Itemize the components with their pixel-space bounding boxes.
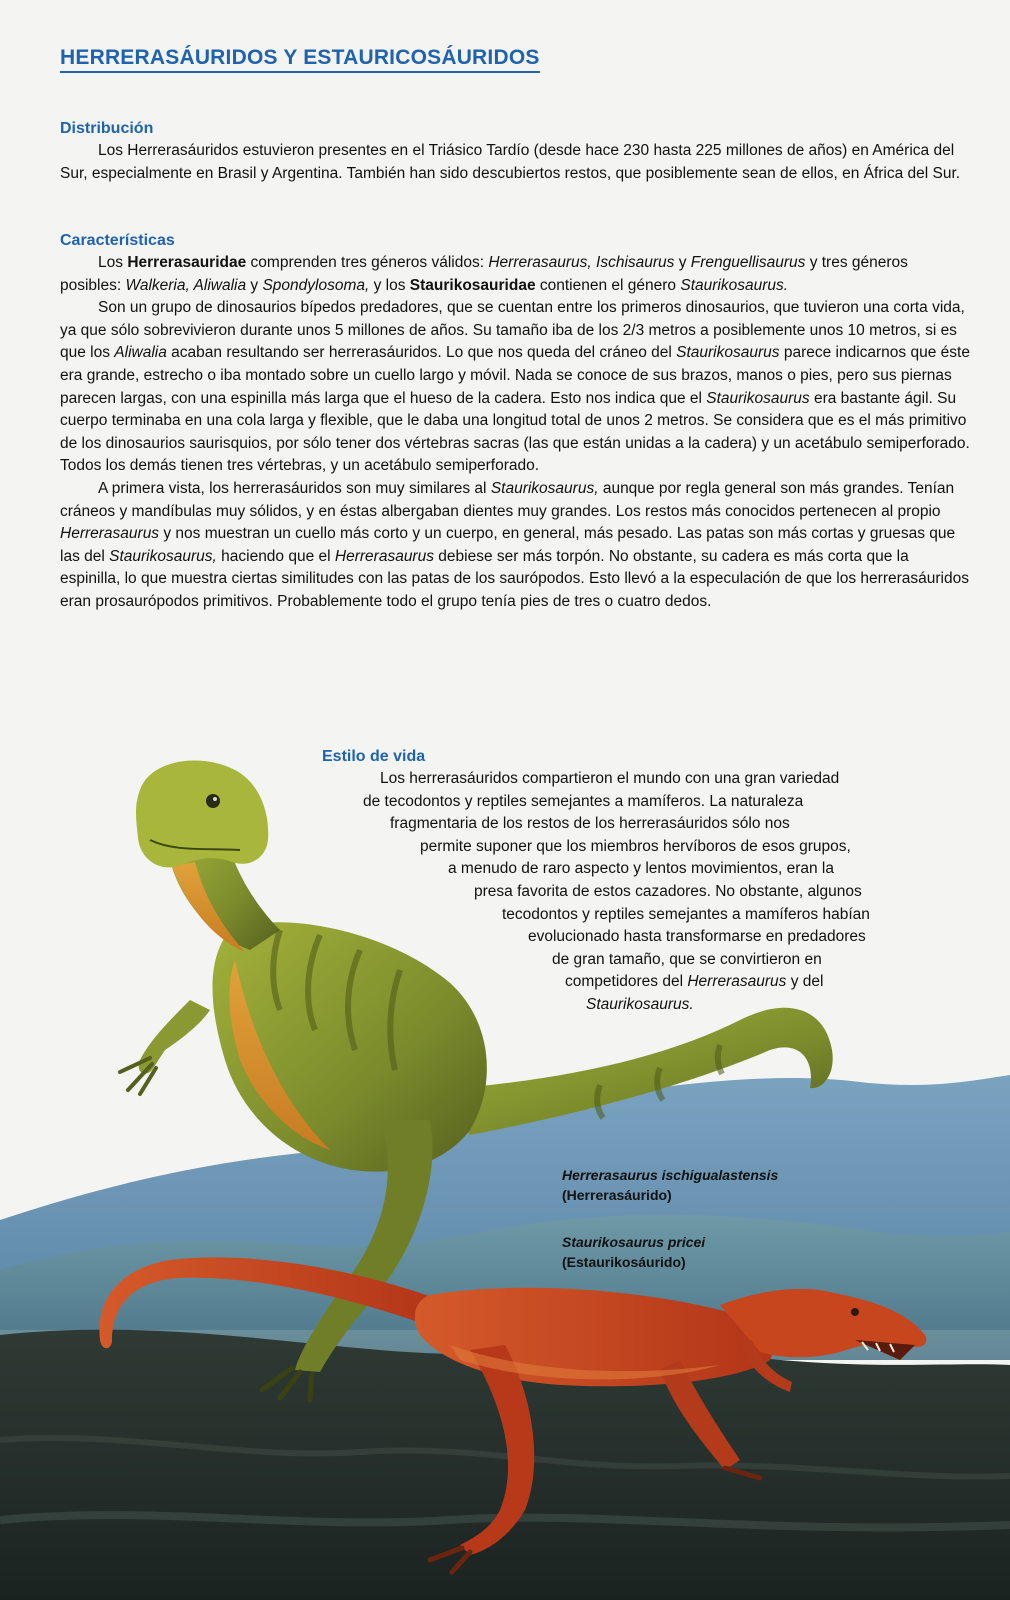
estilo-line-1: Los herrerasáuridos compartieron el mundo con una gran variedad bbox=[380, 770, 840, 787]
estilo-line-11: Staurikosaurus. bbox=[586, 995, 694, 1013]
estilo-line-8: evolucionado hasta transformarse en predadores bbox=[528, 928, 866, 946]
estilo-line-10: competidores del Herrerasaurus y del bbox=[565, 973, 824, 991]
distribucion-text: Los Herrerasáuridos estuvieron presentes en el Triásico Tardío (desde hace 230 hasta 225 millones de años) en América del Sur, especialmente en Brasil y Argentina. También han sido descubiertos restos, que posiblemente sean de ellos, en África del Sur. bbox=[60, 142, 961, 182]
caracteristicas-paragraph-1: Los Herrerasauridae comprenden tres géneros válidos: Herrerasaurus, Ischisaurus y Frenguellisaurus y tres géneros posibles: Walkeria, Aliwalia y Spondylosoma, y los Staurikosauridae contienen el género Staurikosaurus. bbox=[60, 254, 908, 294]
caption-staurikosaurus bbox=[562, 1232, 705, 1272]
heading-estilo-de-vida: Estilo de vida bbox=[322, 748, 426, 765]
caption-staurikosaurus-species: Staurikosaurus pricei bbox=[562, 1234, 706, 1250]
estilo-line-9: de gran tamaño, que se convirtieron en bbox=[552, 950, 822, 968]
page-title: HERRERASÁURIDOS Y ESTAURICOSÁURIDOS bbox=[60, 46, 540, 73]
caption-herrerasaurus bbox=[562, 1165, 778, 1205]
caption-herrerasaurus-species: Herrerasaurus ischigualastensis bbox=[562, 1167, 779, 1183]
estilo-line-4: permite suponer que los miembros hervíboros de esos grupos, bbox=[420, 837, 851, 855]
heading-distribucion: Distribución bbox=[60, 120, 154, 137]
caracteristicas-paragraph-2: Son un grupo de dinosaurios bípedos predadores, que se cuentan entre los primeros dinosaurios, que tuvieron una corta vida, ya que sólo sobrevivieron durante unos 5 millones de años. Su tamaño iba de los 2/3 metros a posiblemente unos 10 metros, si es que los Aliwalia acaban resultando ser herrerasáuridos. Lo que nos queda del cráneo del Staurikosaurus parece indicarnos que éste era grande, estrecho o iba montado sobre un cuello largo y móvil. Nada se conoce de sus brazos, manos o pies, pero sus piernas parecen largas, con una espinilla más larga que el hueso de la cadera. Esto nos indica que el Staurikosaurus era bastante ágil. Su cuerpo terminaba en una cola larga y flexible, que le daba una longitud total de unos 2 metros. Se considera que es el más primitivo de los dinosaurios saurisquios, por sólo tener dos vértebras sacras (las que están unidas a la cadera) y un acetábulo semiperforado. Todos los demás tienen tres vértebras, y un acetábulo semiperforado. bbox=[60, 299, 970, 475]
caption-staurikosaurus-family: (Estaurikosáurido) bbox=[562, 1254, 686, 1270]
estilo-line-6: presa favorita de estos cazadores. No obstante, algunos bbox=[474, 882, 862, 900]
estilo-line-3: fragmentaria de los restos de los herrerasáuridos sólo nos bbox=[390, 815, 790, 833]
heading-caracteristicas: Características bbox=[60, 232, 175, 249]
distribucion-paragraph bbox=[60, 140, 972, 185]
estilo-line-2: de tecodontos y reptiles semejantes a mamíferos. La naturaleza bbox=[363, 792, 804, 810]
estilo-line-5: a menudo de raro aspecto y lentos movimientos, eran la bbox=[448, 860, 834, 878]
estilo-de-vida-text bbox=[0, 768, 1010, 1017]
caption-herrerasaurus-family: (Herrerasáurido) bbox=[562, 1187, 672, 1203]
estilo-line-7: tecodontos y reptiles semejantes a mamíferos habían bbox=[502, 905, 870, 923]
caracteristicas-body bbox=[60, 252, 972, 614]
caracteristicas-paragraph-3: A primera vista, los herrerasáuridos son muy similares al Staurikosaurus, aunque por regla general son más grandes. Tenían cráneos y mandíbulas muy sólidos, y en éstas albergaban dientes muy grandes. Los restos más conocidos pertenecen al propio Herrerasaurus y nos muestran un cuello más corto y un cuerpo, en general, más pesado. Las patas son más cortas y gruesas que las del Staurikosaurus, haciendo que el Herrerasaurus debiese ser más torpón. No obstante, su cadera es más corta que la espinilla, lo que muestra ciertas similitudes con las patas de los saurópodos. Esto llevó a la especulación de que los herrerasáuridos eran prosaurópodos primitivos. Probablemente todo el grupo tenía pies de tres o cuatro dedos. bbox=[60, 479, 969, 610]
